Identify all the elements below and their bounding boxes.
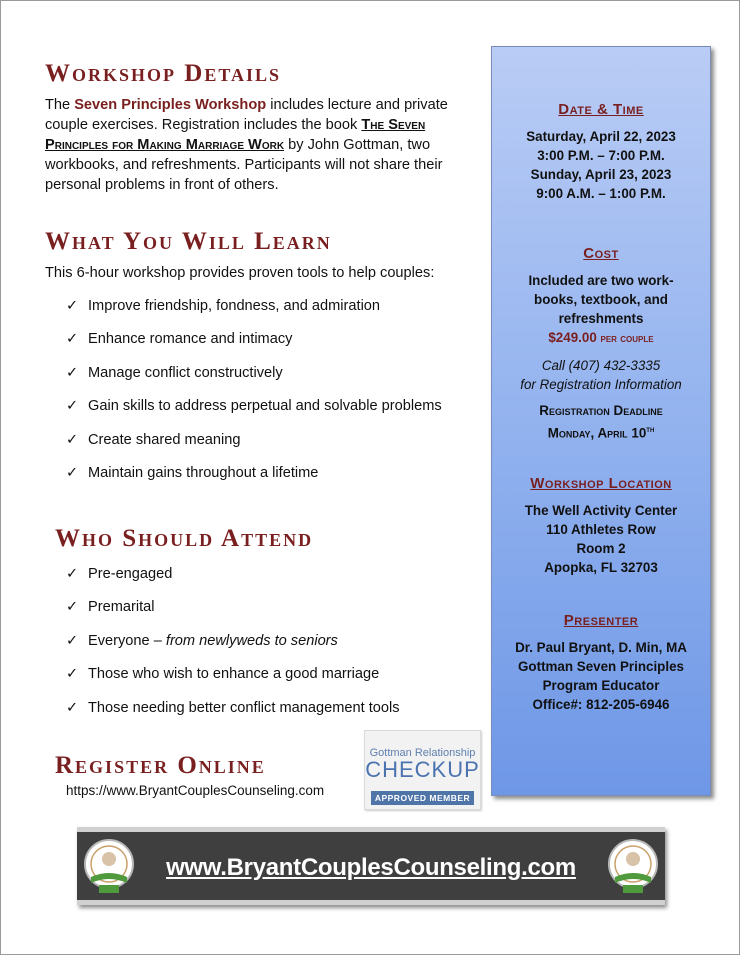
location-title: Workshop Location bbox=[530, 475, 672, 492]
cost-title: Cost bbox=[583, 245, 619, 262]
list-item: ✓ Gain skills to address perpetual and solvable problems bbox=[66, 398, 442, 415]
workshop-details-paragraph bbox=[45, 95, 465, 195]
badge-line1: Gottman Relationship bbox=[369, 747, 476, 759]
presenter-section: Presenter Dr. Paul Bryant, D. Min, MA Gottman Seven Principles Program Educator Office#: 812-205-6946 bbox=[492, 611, 710, 714]
what-you-will-learn-heading: What You Will Learn bbox=[45, 228, 332, 255]
leader-seal-icon bbox=[607, 837, 659, 895]
list-item: ✓ Maintain gains throughout a lifetime bbox=[66, 464, 319, 481]
book-title: The Seven Principles for Making Marriage Work bbox=[45, 117, 426, 153]
check-icon: ✓ bbox=[66, 666, 79, 683]
list-item: ✓ Those who wish to enhance a good marriage bbox=[66, 666, 380, 683]
price: $249.00 per couple bbox=[548, 330, 654, 345]
date-time-title: Date & Time bbox=[558, 101, 644, 118]
registration-deadline: Registration Deadline bbox=[539, 403, 663, 418]
list-item: ✓ Manage conflict constructively bbox=[66, 364, 283, 381]
list-item: ✓ Create shared meaning bbox=[66, 431, 241, 448]
call-phone: Call (407) 432-3335 bbox=[541, 358, 661, 373]
workshop-name: Seven Principles Workshop bbox=[74, 97, 267, 113]
cost-section: Cost Included are two work- books, textbook, and refreshments $249.00 per couple Call (407) 432-3335 for Registration Information Registration Deadline Monday, April 10th bbox=[492, 244, 710, 442]
details-text: includes lecture and private couple exercises. Registration includes the book bbox=[45, 97, 448, 133]
date-time-section: Date & Time Saturday, April 22, 2023 3:00 P.M. – 7:00 P.M. Sunday, April 23, 2023 9:00 A.M. – 1:00 P.M. bbox=[492, 100, 710, 203]
who-should-attend-heading: Who Should Attend bbox=[55, 525, 314, 552]
location-section: Workshop Location The Well Activity Center 110 Athletes Row Room 2 Apopka, FL 32703 bbox=[492, 474, 710, 577]
list-item: ✓ Improve friendship, fondness, and admiration bbox=[66, 298, 381, 314]
website-banner bbox=[77, 827, 665, 905]
banner-website-link[interactable]: www.BryantCouplesCounseling.com bbox=[166, 854, 576, 881]
gottman-checkup-badge bbox=[364, 730, 481, 810]
learn-intro: This 6-hour workshop provides proven tools to help couples: bbox=[45, 265, 435, 281]
presenter-title: Presenter bbox=[563, 612, 639, 629]
check-icon: ✓ bbox=[66, 599, 79, 616]
check-icon: ✓ bbox=[66, 464, 79, 481]
attend-list bbox=[66, 564, 400, 731]
list-item: ✓ Enhance romance and intimacy bbox=[66, 331, 293, 348]
check-icon: ✓ bbox=[66, 566, 79, 582]
list-item: ✓ Those needing better conflict management tools bbox=[66, 699, 400, 716]
check-icon: ✓ bbox=[66, 364, 79, 381]
check-icon: ✓ bbox=[66, 331, 79, 348]
list-item: ✓ Premarital bbox=[66, 599, 155, 616]
register-online-heading: Register Online bbox=[55, 752, 266, 779]
check-icon: ✓ bbox=[66, 632, 79, 649]
badge-line2: CHECKUP bbox=[365, 757, 480, 782]
check-icon: ✓ bbox=[66, 298, 79, 314]
check-icon: ✓ bbox=[66, 398, 79, 415]
workshop-details-heading: Workshop Details bbox=[45, 60, 282, 87]
details-text: The bbox=[45, 97, 75, 113]
register-url-link[interactable]: https://www.BryantCouplesCounseling.com bbox=[66, 783, 325, 798]
info-sidebar bbox=[491, 46, 711, 796]
details-text: by John Gottman, two workbooks, and refreshments. Participants will not share their personal problems in front of others. bbox=[45, 137, 443, 193]
check-icon: ✓ bbox=[66, 699, 79, 716]
check-icon: ✓ bbox=[66, 431, 79, 448]
list-item: ✓ Pre-engaged bbox=[66, 566, 173, 582]
list-item: ✓ Everyone – from newlyweds to seniors bbox=[66, 632, 338, 649]
learn-list bbox=[66, 296, 442, 496]
badge-line3: APPROVED MEMBER bbox=[371, 791, 474, 805]
